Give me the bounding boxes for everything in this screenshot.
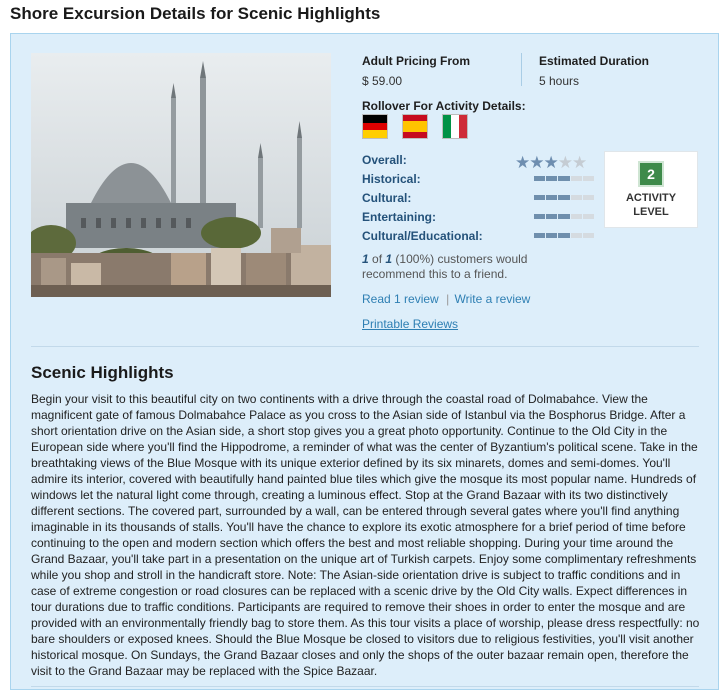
rating-historical-label: Historical: [362, 172, 421, 186]
page-title: Shore Excursion Details for Scenic Highlights [10, 4, 381, 23]
overall-rating-stars [515, 153, 586, 173]
write-review-link[interactable]: Write a review [454, 292, 531, 306]
bottom-divider [31, 686, 699, 687]
rollover-label: Rollover For Activity Details: [362, 99, 526, 113]
german-flag[interactable] [362, 114, 388, 139]
pricing-value: $ 59.00 [362, 74, 403, 88]
review-links [362, 292, 530, 306]
mosque-photo-icon [31, 53, 331, 297]
star-icon: ★ [557, 153, 572, 172]
rating-cultural-bar [534, 195, 594, 200]
star-icon: ★ [515, 153, 530, 172]
rating-cultural-label: Cultural: [362, 191, 412, 205]
recommend-text [362, 252, 527, 282]
excursion-panel [10, 33, 719, 690]
description: Begin your visit to this beautiful city on two continents with a drive through the coastal road of Dolmabahce. View the magnificent gate of famous Dolmabahce Palace as you cross to the Asian side of Istanbul via the Bosphorus Bridge. After a short orientation drive on the Asian side, a short stop gives you a great photo opportunity. Continue to the Old City in the European side where you'll find the Hippodrome, a reminder of what was the center of Byzantium's political scene. Take in the breathtaking views of the Blue Mosque with its unique exterior defined by its six minarets, domes and semi-domes. You'll admire its interior, covered with beautifully hand painted blue tiles which give the mosque its most popular name. Hundreds of windows let the natural light come through, creating a luminous effect. Stop at the Grand Bazaar with its two distinctively different sections. The covered part, surrounded by a wall, can be entered through several gates where you'll find anything imaginable in its thousands of stalls. You'll have the chance to explore its exotic atmosphere for a brief period of time before continuing to the open and modern section which offers the best and most reliable shopping. During your time around the Grand Bazaar, you'll take part in a presentation on the unique art of Turkish carpets. Enjoy some complimentary refreshments while you shop and stroll in the handicraft store. Note: The Asian-side orientation drive is subject to traffic conditions and in case of extreme congestion or road closures can be replaced with a scenic drive by the Old City walls. Expect differences in tour durations due to traffic conditions. Participants are required to remove their shoes in order to enter the mosque and are provided with an environmentally friendly bag to store them. As this tour visits a place of worship, please dress respectfully: no bare shoulders or exposed knees. Should the Blue Mosque be closed to visitors due to religious festivities, you'll visit another historical mosque. On Sundays, the Grand Bazaar closes and only the shops of the outer bazaar remain open, therefore the visit to the Grand Bazaar may be replaced with the Spice Bazaar. [31, 392, 700, 678]
pricing-label: Adult Pricing From [362, 54, 470, 68]
spanish-flag[interactable] [402, 114, 428, 139]
activity-level-box [604, 151, 698, 228]
rating-educational-label: Cultural/Educational: [362, 229, 483, 243]
rating-overall-label: Overall: [362, 153, 407, 167]
activity-level-label-2: LEVEL [633, 206, 669, 218]
rating-educational-bar [534, 233, 594, 238]
activity-level-label-1: ACTIVITY [625, 192, 677, 204]
recommend-of: of [372, 252, 383, 266]
recommend-count: 1 [362, 252, 369, 266]
rating-entertaining-label: Entertaining: [362, 210, 436, 224]
rating-entertaining-bar [534, 214, 594, 219]
star-icon: ★ [543, 153, 558, 172]
star-icon: ★ [529, 153, 544, 172]
italian-flag[interactable] [442, 114, 468, 139]
duration-value: 5 hours [539, 74, 580, 88]
read-review-link[interactable]: Read 1 review [362, 292, 439, 306]
mosque-photo [31, 53, 331, 297]
recommend-rest-2: recommend this to a friend. [362, 267, 508, 281]
section-divider [31, 346, 699, 347]
star-icon: ★ [572, 153, 587, 172]
activity-level-badge: 2 [638, 161, 664, 187]
divider [521, 53, 522, 86]
recommend-rest-1: (100%) customers would [395, 252, 528, 266]
section-title: Scenic Highlights [31, 363, 174, 382]
link-separator: | [446, 292, 450, 306]
printable-reviews-link[interactable]: Printable Reviews [362, 317, 459, 331]
recommend-total: 1 [385, 252, 393, 266]
duration-label: Estimated Duration [539, 54, 650, 68]
rating-historical-bar [534, 176, 594, 181]
